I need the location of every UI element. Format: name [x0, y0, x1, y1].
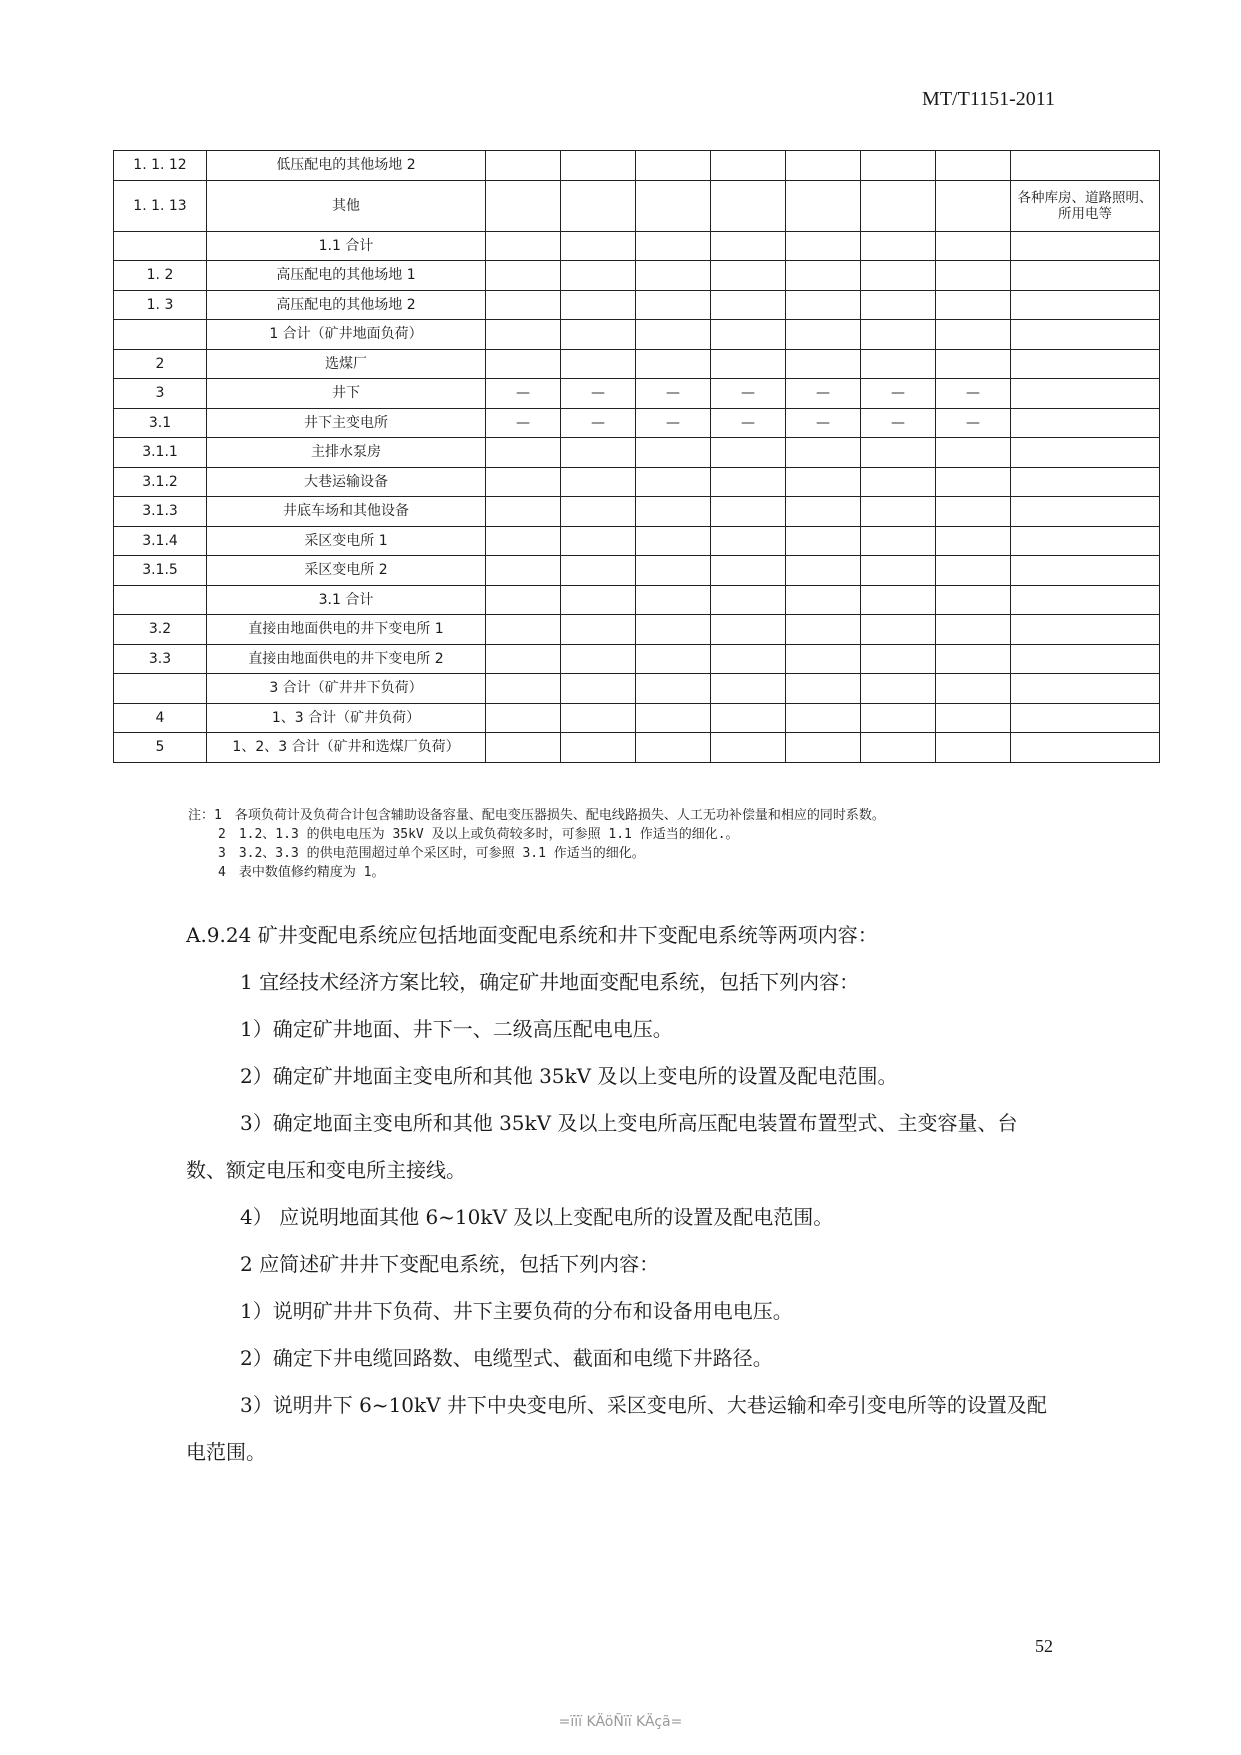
value-cell	[936, 180, 1011, 231]
value-cell	[636, 497, 711, 527]
value-cell	[636, 467, 711, 497]
value-cell	[936, 151, 1011, 181]
row-number: 3.1.2	[114, 467, 207, 497]
value-cell	[861, 290, 936, 320]
value-cell	[711, 379, 786, 409]
value-cell	[636, 180, 711, 231]
value-cell	[711, 674, 786, 704]
remark-cell	[1011, 290, 1160, 320]
value-cell	[561, 467, 636, 497]
value-cell	[936, 438, 1011, 468]
value-cell	[786, 585, 861, 615]
remark-cell	[1011, 703, 1160, 733]
value-cell	[786, 261, 861, 291]
value-cell	[486, 674, 561, 704]
value-cell	[861, 497, 936, 527]
value-cell	[936, 615, 1011, 645]
value-cell	[636, 408, 711, 438]
value-cell	[861, 349, 936, 379]
table-row	[114, 349, 1160, 379]
row-number: 3.3	[114, 644, 207, 674]
value-cell	[486, 733, 561, 763]
value-cell	[636, 733, 711, 763]
clause-heading: A.9.24 矿井变配电系统应包括地面变配电系统和井下变配电系统等两项内容：	[186, 923, 878, 947]
remark-cell	[1011, 320, 1160, 350]
value-cell	[486, 151, 561, 181]
value-cell	[936, 526, 1011, 556]
row-name: 1 合计（矿井地面负荷）	[207, 320, 486, 350]
remark-cell	[1011, 615, 1160, 645]
value-cell	[861, 151, 936, 181]
value-cell	[486, 320, 561, 350]
row-name: 高压配电的其他场地 1	[207, 261, 486, 291]
dash-mark: —	[516, 385, 530, 402]
value-cell	[786, 379, 861, 409]
dash-mark: —	[816, 414, 830, 431]
table-row	[114, 467, 1160, 497]
load-table	[113, 150, 1160, 763]
value-cell	[636, 438, 711, 468]
table-row	[114, 231, 1160, 261]
value-cell	[936, 349, 1011, 379]
value-cell	[486, 231, 561, 261]
value-cell	[786, 526, 861, 556]
value-cell	[486, 615, 561, 645]
row-number: 2	[114, 349, 207, 379]
value-cell	[561, 379, 636, 409]
table-row	[114, 615, 1160, 645]
value-cell	[711, 467, 786, 497]
value-cell	[636, 526, 711, 556]
value-cell	[711, 180, 786, 231]
value-cell	[936, 585, 1011, 615]
value-cell	[636, 379, 711, 409]
note-4: 4 表中数值修约精度为 1。	[218, 865, 385, 880]
value-cell	[861, 438, 936, 468]
footer-watermark: =ïïï KÄöÑïï KÄçã=	[558, 1714, 683, 1730]
value-cell	[786, 320, 861, 350]
row-name: 1、3 合计（矿井负荷）	[207, 703, 486, 733]
paragraph: 3）确定地面主变电所和其他 35kV 及以上变电所高压配电装置布置型式、主变容量、台数、额定电压和变电所主接线。	[186, 1111, 1018, 1182]
remark-cell	[1011, 261, 1160, 291]
value-cell	[861, 644, 936, 674]
value-cell	[861, 467, 936, 497]
row-name: 大巷运输设备	[207, 467, 486, 497]
row-name: 采区变电所 2	[207, 556, 486, 586]
value-cell	[786, 497, 861, 527]
remark-cell: 各种库房、道路照明、所用电等	[1011, 180, 1160, 231]
row-number: 3.2	[114, 615, 207, 645]
dash-mark: —	[516, 414, 530, 431]
value-cell	[561, 349, 636, 379]
value-cell	[486, 290, 561, 320]
value-cell	[861, 615, 936, 645]
value-cell	[486, 180, 561, 231]
row-number: 1. 2	[114, 261, 207, 291]
value-cell	[486, 438, 561, 468]
value-cell	[786, 556, 861, 586]
value-cell	[711, 556, 786, 586]
note-2: 2 1.2、1.3 的供电电压为 35kV 及以上或负荷较多时，可参照 1.1 作适当的细化.。	[218, 827, 739, 842]
value-cell	[636, 231, 711, 261]
value-cell	[936, 467, 1011, 497]
value-cell	[861, 261, 936, 291]
row-number: 3.1.3	[114, 497, 207, 527]
row-number	[114, 585, 207, 615]
row-number	[114, 231, 207, 261]
value-cell	[561, 556, 636, 586]
remark-cell	[1011, 379, 1160, 409]
value-cell	[786, 467, 861, 497]
value-cell	[711, 703, 786, 733]
value-cell	[786, 438, 861, 468]
value-cell	[936, 556, 1011, 586]
value-cell	[786, 180, 861, 231]
value-cell	[711, 526, 786, 556]
row-name: 采区变电所 1	[207, 526, 486, 556]
value-cell	[861, 408, 936, 438]
value-cell	[486, 644, 561, 674]
paragraph: 4） 应说明地面其他 6~10kV 及以上变配电所的设置及配电范围。	[240, 1205, 834, 1229]
remark-cell	[1011, 585, 1160, 615]
paragraph: 1）说明矿井井下负荷、井下主要负荷的分布和设备用电电压。	[240, 1299, 793, 1323]
remark-cell	[1011, 438, 1160, 468]
value-cell	[486, 349, 561, 379]
row-number: 1. 3	[114, 290, 207, 320]
value-cell	[561, 408, 636, 438]
dash-mark: —	[891, 385, 905, 402]
remark-cell	[1011, 733, 1160, 763]
value-cell	[711, 151, 786, 181]
value-cell	[636, 290, 711, 320]
value-cell	[561, 438, 636, 468]
value-cell	[936, 379, 1011, 409]
remark-cell	[1011, 674, 1160, 704]
value-cell	[711, 408, 786, 438]
value-cell	[561, 703, 636, 733]
table-row	[114, 497, 1160, 527]
value-cell	[561, 497, 636, 527]
value-cell	[711, 290, 786, 320]
value-cell	[711, 320, 786, 350]
value-cell	[561, 585, 636, 615]
remark-cell	[1011, 151, 1160, 181]
row-number	[114, 674, 207, 704]
value-cell	[861, 556, 936, 586]
value-cell	[636, 615, 711, 645]
table-row	[114, 379, 1160, 409]
value-cell	[936, 290, 1011, 320]
value-cell	[936, 733, 1011, 763]
row-name: 其他	[207, 180, 486, 231]
remark-cell	[1011, 556, 1160, 586]
value-cell	[711, 585, 786, 615]
value-cell	[636, 349, 711, 379]
table-row	[114, 585, 1160, 615]
row-number: 3.1.4	[114, 526, 207, 556]
value-cell	[936, 644, 1011, 674]
table-row	[114, 180, 1160, 231]
value-cell	[636, 644, 711, 674]
value-cell	[636, 320, 711, 350]
value-cell	[786, 290, 861, 320]
value-cell	[861, 733, 936, 763]
paragraph: 2 应简述矿井井下变配电系统，包括下列内容：	[240, 1252, 660, 1276]
value-cell	[711, 644, 786, 674]
value-cell	[486, 467, 561, 497]
value-cell	[861, 526, 936, 556]
row-name: 井下主变电所	[207, 408, 486, 438]
value-cell	[711, 231, 786, 261]
row-name: 3 合计（矿井井下负荷）	[207, 674, 486, 704]
dash-mark: —	[591, 414, 605, 431]
dash-mark: —	[966, 414, 980, 431]
value-cell	[561, 674, 636, 704]
value-cell	[786, 733, 861, 763]
row-number: 3.1.5	[114, 556, 207, 586]
dash-mark: —	[666, 385, 680, 402]
remark-cell	[1011, 349, 1160, 379]
row-name: 主排水泵房	[207, 438, 486, 468]
value-cell	[861, 320, 936, 350]
row-name: 1、2、3 合计（矿井和选煤厂负荷）	[207, 733, 486, 763]
row-name: 井底车场和其他设备	[207, 497, 486, 527]
value-cell	[486, 703, 561, 733]
table-row	[114, 320, 1160, 350]
row-name: 选煤厂	[207, 349, 486, 379]
row-name: 直接由地面供电的井下变电所 2	[207, 644, 486, 674]
dash-mark: —	[966, 385, 980, 402]
value-cell	[936, 674, 1011, 704]
value-cell	[786, 703, 861, 733]
body-text	[186, 912, 1056, 1476]
value-cell	[861, 585, 936, 615]
note-3: 3 3.2、3.3 的供电范围超过单个采区时，可参照 3.1 作适当的细化。	[218, 846, 645, 861]
value-cell	[861, 231, 936, 261]
note-1: 注：1 各项负荷计及负荷合计包含辅助设备容量、配电变压器损失、配电线路损失、人工无功补偿量和相应的同时系数。	[188, 808, 885, 823]
value-cell	[786, 644, 861, 674]
remark-cell	[1011, 231, 1160, 261]
table-row	[114, 261, 1160, 291]
table-notes	[188, 806, 1058, 882]
value-cell	[486, 497, 561, 527]
value-cell	[486, 526, 561, 556]
value-cell	[636, 585, 711, 615]
value-cell	[486, 556, 561, 586]
dash-mark: —	[816, 385, 830, 402]
dash-mark: —	[741, 385, 755, 402]
value-cell	[786, 408, 861, 438]
row-name: 低压配电的其他场地 2	[207, 151, 486, 181]
table-row	[114, 644, 1160, 674]
table-row	[114, 733, 1160, 763]
value-cell	[936, 497, 1011, 527]
paragraph: 3）说明井下 6~10kV 井下中央变电所、采区变电所、大巷运输和牵引变电所等的设置及配电范围。	[186, 1393, 1047, 1464]
value-cell	[636, 674, 711, 704]
row-name: 井下	[207, 379, 486, 409]
value-cell	[936, 408, 1011, 438]
row-number: 3	[114, 379, 207, 409]
row-number: 4	[114, 703, 207, 733]
value-cell	[561, 180, 636, 231]
row-number: 1. 1. 13	[114, 180, 207, 231]
value-cell	[861, 703, 936, 733]
paragraph: 1）确定矿井地面、井下一、二级高压配电电压。	[240, 1017, 673, 1041]
remark-cell	[1011, 467, 1160, 497]
value-cell	[636, 556, 711, 586]
value-cell	[711, 349, 786, 379]
row-name: 1.1 合计	[207, 231, 486, 261]
dash-mark: —	[591, 385, 605, 402]
value-cell	[561, 644, 636, 674]
value-cell	[711, 261, 786, 291]
value-cell	[711, 733, 786, 763]
dash-mark: —	[891, 414, 905, 431]
value-cell	[861, 674, 936, 704]
remark-cell	[1011, 526, 1160, 556]
table-row	[114, 290, 1160, 320]
value-cell	[861, 379, 936, 409]
row-number: 3.1	[114, 408, 207, 438]
value-cell	[786, 349, 861, 379]
value-cell	[711, 497, 786, 527]
value-cell	[936, 261, 1011, 291]
value-cell	[936, 320, 1011, 350]
row-number	[114, 320, 207, 350]
page-number: 52	[1035, 1636, 1053, 1656]
value-cell	[486, 408, 561, 438]
value-cell	[636, 703, 711, 733]
value-cell	[486, 379, 561, 409]
value-cell	[786, 231, 861, 261]
value-cell	[561, 231, 636, 261]
row-number: 3.1.1	[114, 438, 207, 468]
value-cell	[486, 585, 561, 615]
value-cell	[636, 151, 711, 181]
table-row	[114, 151, 1160, 181]
value-cell	[711, 615, 786, 645]
table-row	[114, 674, 1160, 704]
value-cell	[486, 261, 561, 291]
value-cell	[561, 261, 636, 291]
value-cell	[636, 261, 711, 291]
value-cell	[561, 290, 636, 320]
value-cell	[861, 180, 936, 231]
value-cell	[561, 151, 636, 181]
paragraph: 2）确定下井电缆回路数、电缆型式、截面和电缆下井路径。	[240, 1346, 773, 1370]
paragraph: 2）确定矿井地面主变电所和其他 35kV 及以上变电所的设置及配电范围。	[240, 1064, 898, 1088]
value-cell	[936, 231, 1011, 261]
row-name: 高压配电的其他场地 2	[207, 290, 486, 320]
value-cell	[561, 733, 636, 763]
value-cell	[561, 615, 636, 645]
table-row	[114, 438, 1160, 468]
table-row	[114, 526, 1160, 556]
value-cell	[936, 703, 1011, 733]
value-cell	[561, 320, 636, 350]
table-row	[114, 703, 1160, 733]
table-row	[114, 556, 1160, 586]
row-name: 3.1 合计	[207, 585, 486, 615]
value-cell	[711, 438, 786, 468]
dash-mark: —	[741, 414, 755, 431]
remark-cell	[1011, 497, 1160, 527]
value-cell	[561, 526, 636, 556]
row-number: 5	[114, 733, 207, 763]
paragraph: 1 宜经技术经济方案比较，确定矿井地面变配电系统，包括下列内容：	[240, 970, 860, 994]
remark-cell	[1011, 644, 1160, 674]
document-code: MT/T1151-2011	[922, 88, 1055, 110]
row-name: 直接由地面供电的井下变电所 1	[207, 615, 486, 645]
remark-cell	[1011, 408, 1160, 438]
value-cell	[786, 151, 861, 181]
table-row	[114, 408, 1160, 438]
value-cell	[786, 615, 861, 645]
row-number: 1. 1. 12	[114, 151, 207, 181]
value-cell	[786, 674, 861, 704]
dash-mark: —	[666, 414, 680, 431]
